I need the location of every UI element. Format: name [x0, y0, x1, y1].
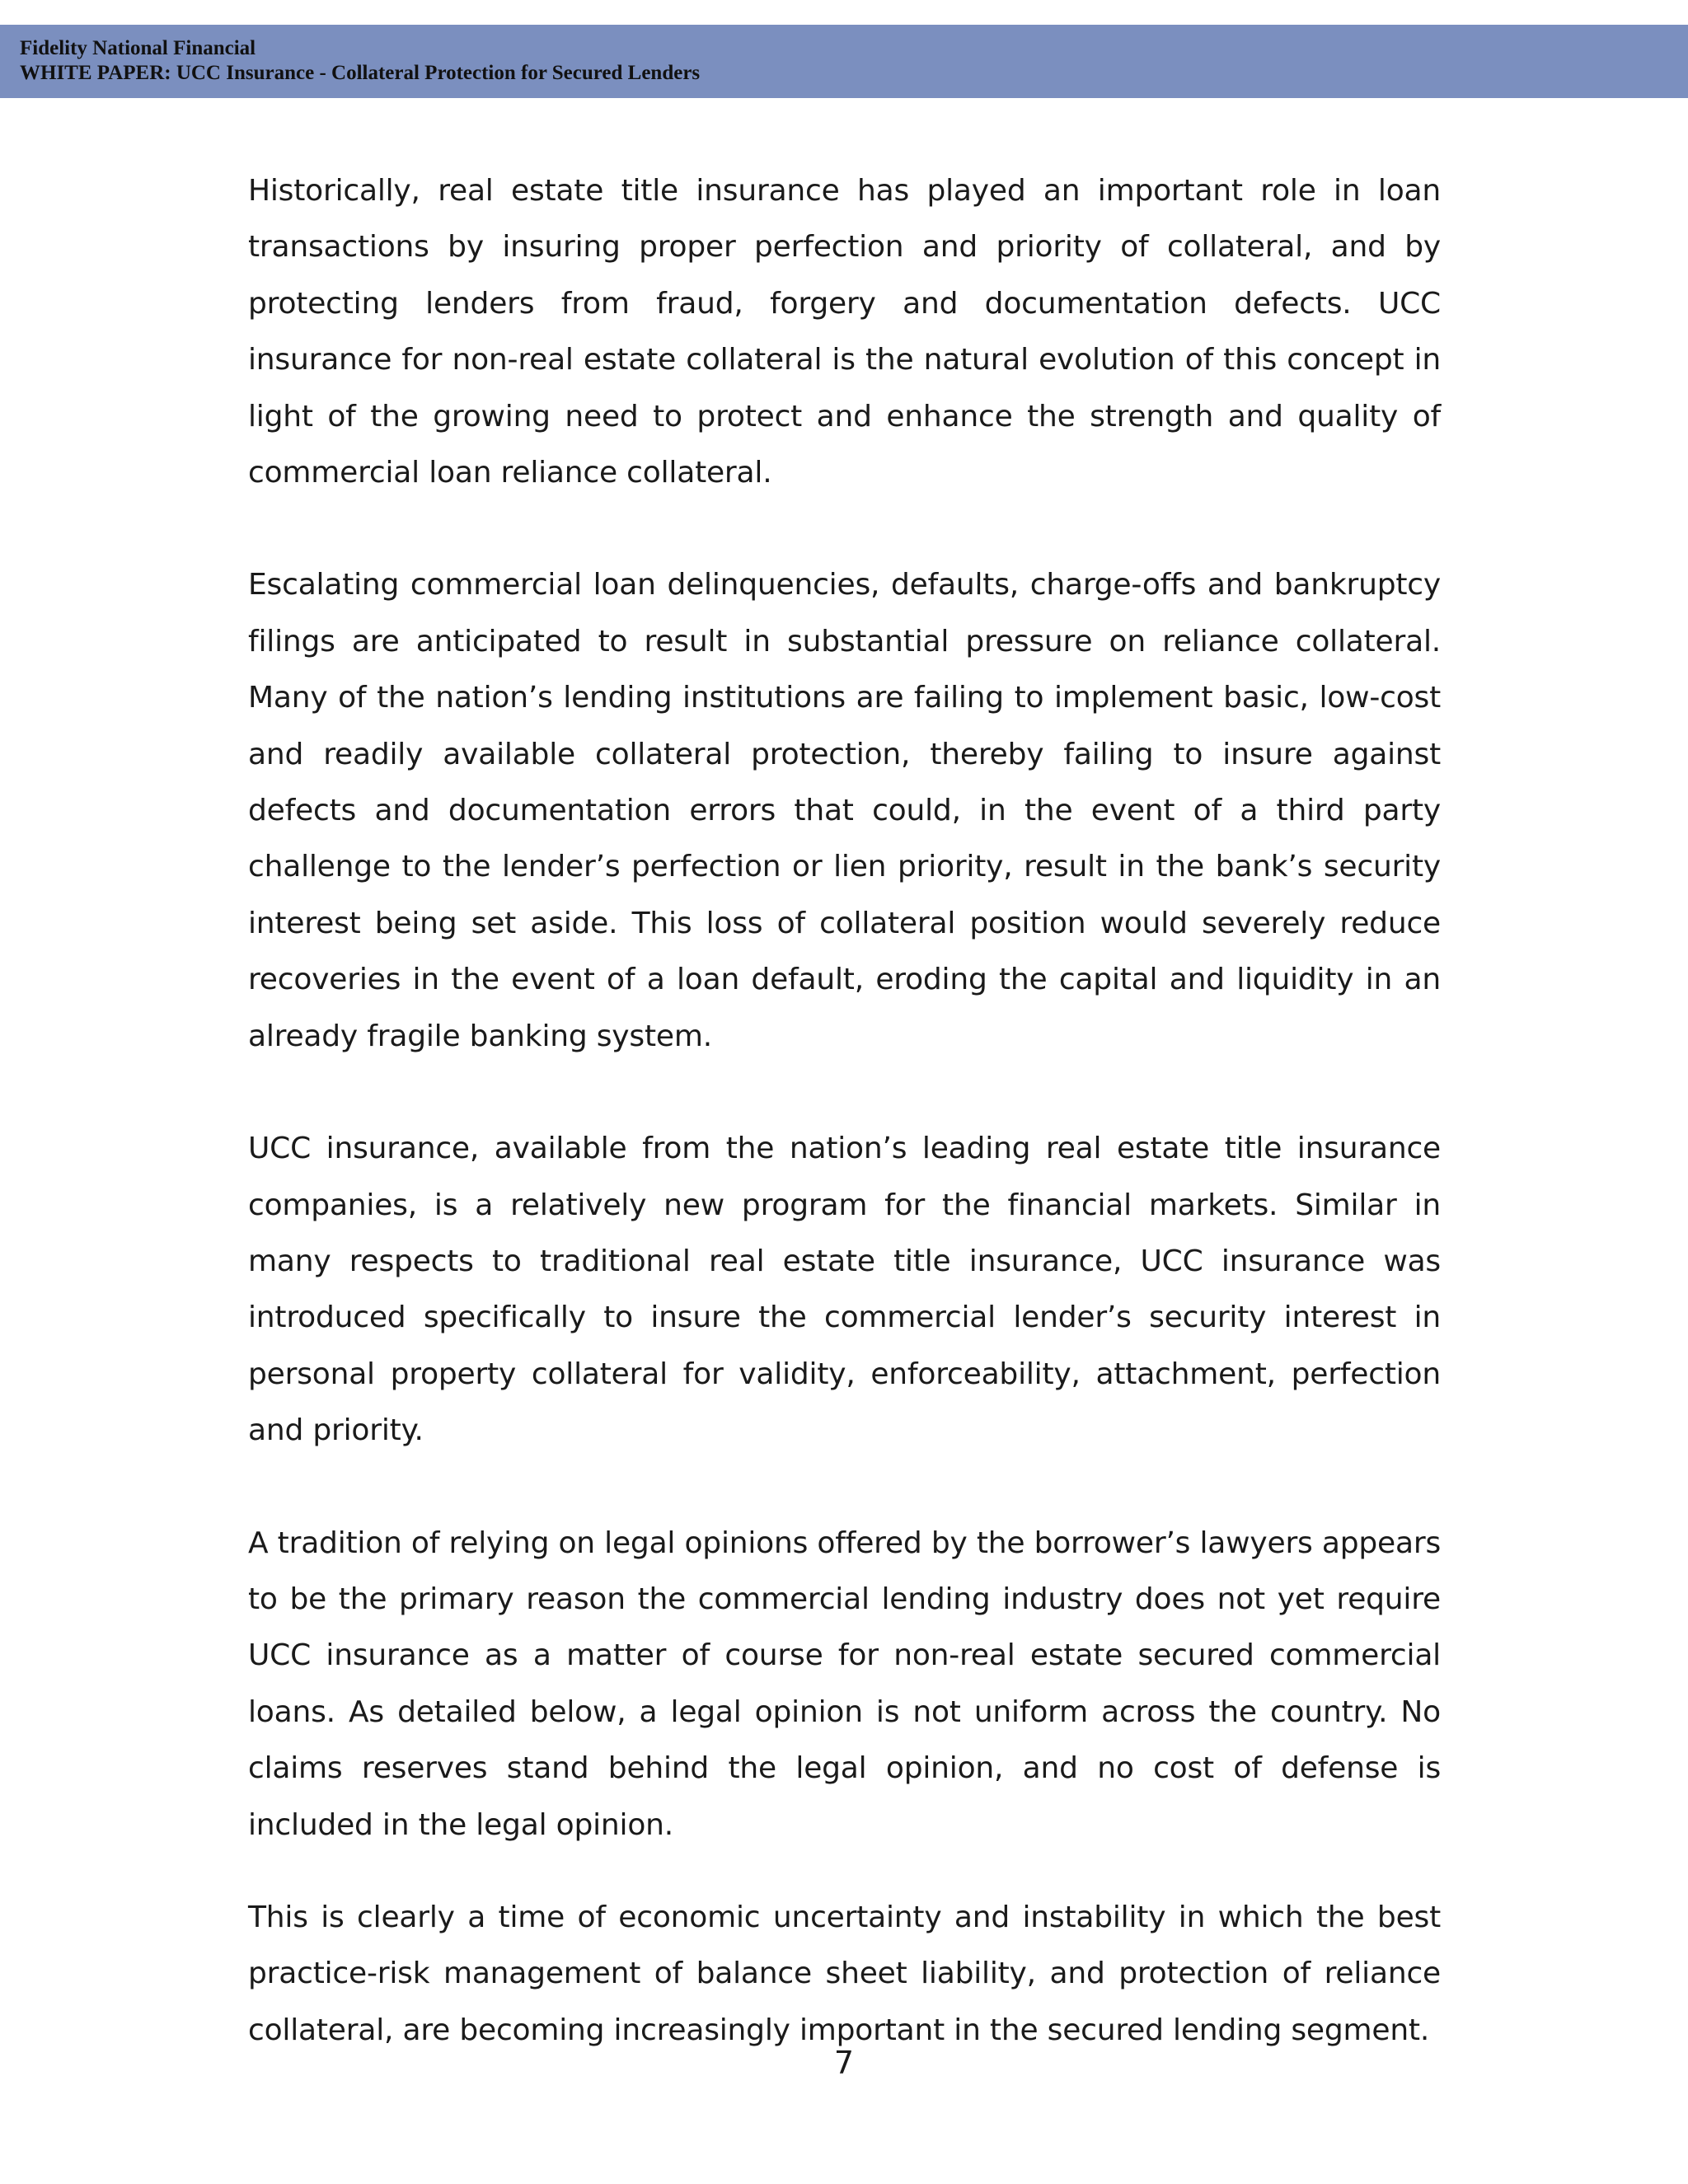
body-paragraph-2: Escalating commercial loan delinquencies, defaults, charge-offs and bankruptcy filings are anticipated to result in substantial pressure on reliance collateral. Many of the nation’s lending institutions are failing to implement basic, low-cost and readily available collateral protection, thereby failing to insure against defects and documentation errors that could, in the event of a third party challenge to the lender’s perfection or lien priority, result in the bank’s security interest being set aside. This loss of collateral position would severely reduce recoveries in the event of a loan default, eroding the capital and liquidity in an already fragile banking system.: [248, 568, 1441, 1053]
page-number: 7: [833, 2045, 855, 2081]
document-body: [248, 163, 1441, 2059]
document-header-bar: [0, 25, 1688, 98]
body-paragraph-4: A tradition of relying on legal opinions offered by the borrower’s lawyers appears to be the primary reason the commercial lending industry does not yet require UCC insurance as a matter of course for non-real estate secured commercial loans. As detailed below, a legal opinion is not uniform across the country. No claims reserves stand behind the legal opinion, and no cost of defense is included in the legal opinion.: [248, 1526, 1441, 1842]
body-paragraph-1: Historically, real estate title insurance has played an important role in loan transactions by insuring proper perfection and priority of collateral, and by protecting lenders from fraud, forgery and documentation defects. UCC insurance for non-real estate collateral is the natural evolution of this concept in light of the growing need to protect and enhance the strength and quality of commercial loan reliance collateral.: [248, 174, 1441, 490]
header-document-title: WHITE PAPER: UCC Insurance - Collateral Protection for Secured Lenders: [20, 62, 701, 84]
header-company-name: Fidelity National Financial: [20, 37, 256, 59]
body-paragraph-5: This is clearly a time of economic uncertainty and instability in which the best practice-risk management of balance sheet liability, and protection of reliance collateral, are becoming increasingly important in the secured lending segment.: [248, 1900, 1441, 2047]
body-paragraph-3: UCC insurance, available from the nation’s leading real estate title insurance companies, is a relatively new program for the financial markets. Similar in many respects to traditional real estate title insurance, UCC insurance was introduced specifically to insure the commercial lender’s security interest in personal property collateral for validity, enforceability, attachment, perfection and priority.: [248, 1132, 1441, 1448]
